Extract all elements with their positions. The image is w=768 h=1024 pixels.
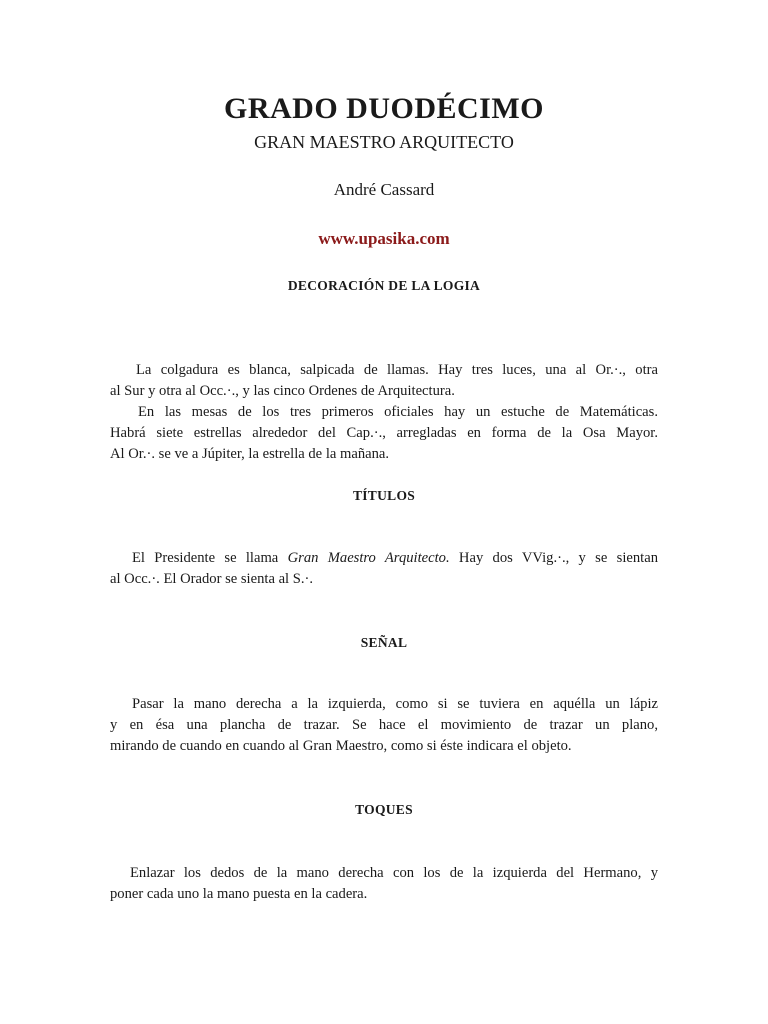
paragraph-line: En las mesas de los tres primeros oficiales hay un estuche de Matemáticas. <box>138 404 658 420</box>
paragraph-line: al Occ.·. El Orador se sienta al S.·. <box>110 571 314 587</box>
paragraph-toques <box>110 863 658 905</box>
page-title: GRADO DUODÉCIMO <box>224 92 544 125</box>
paragraph-line: poner cada uno la mano puesta en la cadera. <box>110 886 368 902</box>
paragraph-decoracion <box>110 360 658 465</box>
section-heading-decoracion: DECORACIÓN DE LA LOGIA <box>287 278 481 293</box>
website-container <box>0 229 768 249</box>
section-heading-titulos: TÍTULOS <box>352 488 416 503</box>
paragraph-line: Habrá siete estrellas alrededor del Cap.·., arregladas en forma de la Osa Mayor. <box>110 425 658 441</box>
section-heading-senal: SEÑAL <box>360 635 408 650</box>
paragraph-line: La colgadura es blanca, salpicada de llamas. Hay tres luces, una al Or.·., otra <box>136 362 658 378</box>
author-name: André Cassard <box>333 180 435 199</box>
paragraph-line: Al Or.·. se ve a Júpiter, la estrella de la mañana. <box>110 446 390 462</box>
paragraph-line <box>110 548 658 569</box>
section-heading-toques: TOQUES <box>355 802 413 817</box>
paragraph-line: Enlazar los dedos de la mano derecha con los de la izquierda del Hermano, y <box>130 865 658 881</box>
website-link[interactable]: www.upasika.com <box>318 229 450 248</box>
text-segment: Hay dos VVig.·., y se sientan <box>449 550 658 566</box>
page-subtitle: GRAN MAESTRO ARQUITECTO <box>254 132 514 152</box>
paragraph-line: al Sur y otra al Occ.·., y las cinco Ordenes de Arquitectura. <box>110 383 455 399</box>
paragraph-senal <box>110 694 658 757</box>
paragraph-titulos <box>110 548 658 590</box>
paragraph-line: mirando de cuando en cuando al Gran Maestro, como si éste indicara el objeto. <box>110 738 572 754</box>
paragraph-line: y en ésa una plancha de trazar. Se hace el movimiento de trazar un plano, <box>110 717 658 733</box>
text-segment: El Presidente se llama <box>132 550 288 566</box>
italic-title: Gran Maestro Arquitecto. <box>287 550 450 566</box>
paragraph-line: Pasar la mano derecha a la izquierda, como si se tuviera en aquélla un lápiz <box>132 696 658 712</box>
